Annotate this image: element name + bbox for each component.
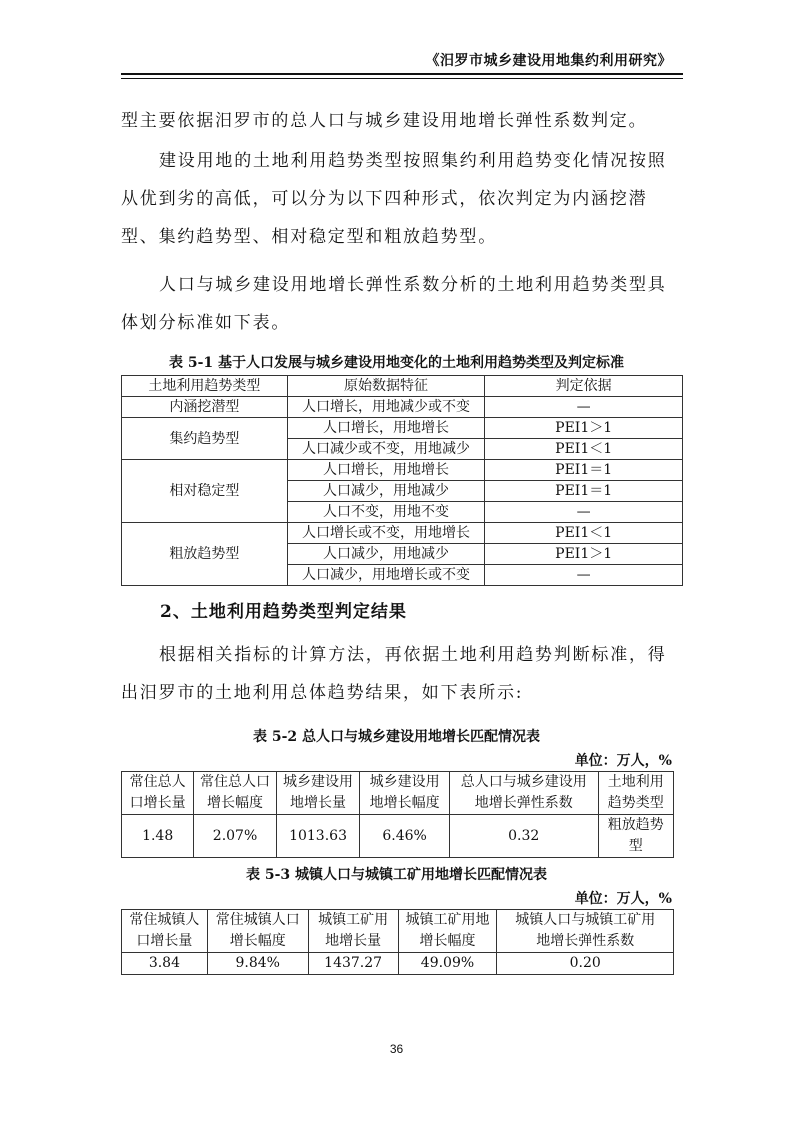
table-row bbox=[122, 815, 674, 858]
basis-cell: — bbox=[485, 502, 683, 523]
feature-cell: 人口增长，用地增长 bbox=[287, 460, 485, 481]
feature-cell: 人口减少或不变，用地减少 bbox=[287, 439, 485, 460]
urban-population-match-table bbox=[121, 909, 674, 975]
value-cell: 1437.27 bbox=[308, 953, 398, 975]
header-cell: 常住城镇人 口增长量 bbox=[122, 910, 208, 953]
table-header-row bbox=[122, 772, 674, 815]
running-header-title: 《汨罗市城乡建设用地集约利用研究》 bbox=[425, 53, 672, 69]
feature-cell: 人口不变，用地不变 bbox=[287, 502, 485, 523]
value-cell: 6.46% bbox=[360, 815, 450, 858]
table1-caption: 表 5-1 基于人口发展与城乡建设用地变化的土地利用趋势类型及判定标准 bbox=[168, 355, 625, 371]
header-cell: 城镇工矿用地 增长幅度 bbox=[398, 910, 497, 953]
header-cell: 土地利用 趋势类型 bbox=[598, 772, 673, 815]
basis-cell: PEI1＞1 bbox=[485, 544, 683, 565]
trend-type-value-cell: 粗放趋势型 bbox=[598, 815, 673, 858]
feature-cell: 人口增长或不变，用地增长 bbox=[287, 523, 485, 544]
header-cell: 土地利用趋势类型 bbox=[122, 376, 288, 397]
basis-cell: PEI1＞1 bbox=[485, 418, 683, 439]
basis-cell: PEI1＜1 bbox=[485, 523, 683, 544]
section-heading: 2、土地利用趋势类型判定结果 bbox=[160, 602, 407, 622]
table-row bbox=[122, 460, 683, 481]
feature-cell: 人口减少，用地增长或不变 bbox=[287, 565, 485, 586]
feature-cell: 人口增长，用地减少或不变 bbox=[287, 397, 485, 418]
feature-cell: 人口增长，用地增长 bbox=[287, 418, 485, 439]
table-row bbox=[122, 523, 683, 544]
header-rule-thick bbox=[121, 73, 683, 75]
header-cell: 常住总人口 增长幅度 bbox=[194, 772, 276, 815]
paragraph-trend-types: 建设用地的土地利用趋势类型按照集约利用趋势变化情况按照从优到劣的高低，可以分为以下四种形式，依次判定为内涵挖潜型、集约趋势型、相对稳定型和粗放趋势型。 bbox=[121, 151, 667, 247]
trend-type-cell: 集约趋势型 bbox=[122, 418, 288, 460]
value-cell: 2.07% bbox=[194, 815, 276, 858]
table2-caption: 表 5-2 总人口与城乡建设用地增长匹配情况表 bbox=[252, 729, 541, 745]
header-cell: 判定依据 bbox=[485, 376, 683, 397]
trend-type-cell: 相对稳定型 bbox=[122, 460, 288, 523]
table-row bbox=[122, 397, 683, 418]
header-cell: 城乡建设用 地增长量 bbox=[276, 772, 360, 815]
trend-type-cell: 粗放趋势型 bbox=[122, 523, 288, 586]
header-cell: 常住总人 口增长量 bbox=[122, 772, 194, 815]
table-row bbox=[122, 418, 683, 439]
value-cell: 0.32 bbox=[449, 815, 598, 858]
header-cell: 常住城镇人口 增长幅度 bbox=[207, 910, 308, 953]
table-header-row bbox=[122, 910, 674, 953]
value-cell: 3.84 bbox=[122, 953, 208, 975]
header-cell: 城镇工矿用 地增长量 bbox=[308, 910, 398, 953]
basis-cell: — bbox=[485, 565, 683, 586]
table3-caption: 表 5-3 城镇人口与城镇工矿用地增长匹配情况表 bbox=[245, 867, 548, 883]
header-cell: 城乡建设用 地增长幅度 bbox=[360, 772, 450, 815]
value-cell: 1.48 bbox=[122, 815, 194, 858]
header-rule-thin bbox=[121, 78, 683, 79]
total-population-match-table bbox=[121, 771, 674, 858]
feature-cell: 人口减少，用地减少 bbox=[287, 481, 485, 502]
table-header-row bbox=[122, 376, 683, 397]
table-row bbox=[122, 953, 674, 975]
value-cell: 0.20 bbox=[497, 953, 674, 975]
feature-cell: 人口减少，用地减少 bbox=[287, 544, 485, 565]
header-cell: 总人口与城乡建设用 地增长弹性系数 bbox=[449, 772, 598, 815]
header-cell: 城镇人口与城镇工矿用 地增长弹性系数 bbox=[497, 910, 674, 953]
paragraph-result-intro: 根据相关指标的计算方法，再依据土地利用趋势判断标准，得出汨罗市的土地利用总体趋势结果，如下表所示: bbox=[121, 645, 667, 703]
page-number: 36 bbox=[389, 1042, 404, 1056]
trend-standard-table bbox=[121, 375, 683, 586]
paragraph-continuation: 型主要依据汨罗市的总人口与城乡建设用地增长弹性系数判定。 bbox=[121, 111, 648, 131]
paragraph-standard-intro: 人口与城乡建设用地增长弹性系数分析的土地利用趋势类型具体划分标准如下表。 bbox=[121, 275, 667, 333]
table2-unit: 单位：万人，% bbox=[574, 753, 672, 769]
value-cell: 9.84% bbox=[207, 953, 308, 975]
value-cell: 1013.63 bbox=[276, 815, 360, 858]
value-cell: 49.09% bbox=[398, 953, 497, 975]
basis-cell: PEI1＜1 bbox=[485, 439, 683, 460]
table3-unit: 单位：万人，% bbox=[574, 891, 672, 907]
basis-cell: — bbox=[485, 397, 683, 418]
basis-cell: PEI1＝1 bbox=[485, 481, 683, 502]
basis-cell: PEI1＝1 bbox=[485, 460, 683, 481]
trend-type-cell: 内涵挖潜型 bbox=[122, 397, 288, 418]
header-cell: 原始数据特征 bbox=[287, 376, 485, 397]
